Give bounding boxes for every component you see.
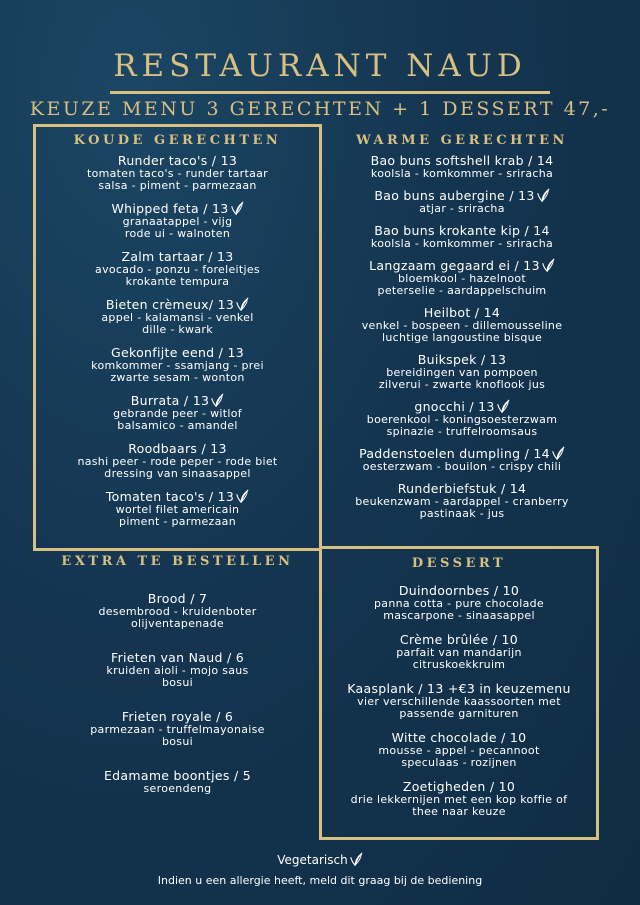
menu-item bbox=[319, 583, 599, 622]
item-description: parmezaan - truffelmayonaise bbox=[90, 723, 265, 736]
item-description: komkommer - ssamjang - prei bbox=[91, 359, 264, 372]
item-description: boerenkool - koningsoesterzwam bbox=[366, 413, 558, 426]
veg-legend-label: Vegetarisch bbox=[277, 853, 348, 867]
item-name-text: Runderbiefstuk / 14 bbox=[397, 481, 527, 496]
item-name bbox=[322, 258, 602, 273]
item-description: dressing van sinaasappel bbox=[104, 467, 251, 480]
item-description: bereidingen van pompoen bbox=[386, 366, 538, 379]
item-description: pastinaak - jus bbox=[419, 507, 505, 520]
item-name-text: Kaasplank / 13 +€3 in keuzemenu bbox=[347, 681, 571, 696]
menu-item bbox=[33, 249, 322, 288]
item-description: luchtige langoustine bisque bbox=[381, 331, 543, 344]
item-name bbox=[33, 249, 322, 264]
item-name bbox=[33, 489, 322, 504]
menu-item bbox=[319, 632, 599, 671]
warme-heading: WARME GERECHTEN bbox=[356, 133, 568, 148]
dessert-list bbox=[319, 583, 599, 818]
item-description: seroendeng bbox=[143, 782, 212, 795]
item-description: granaatappel - vijg bbox=[122, 215, 233, 228]
item-name bbox=[322, 481, 602, 496]
item-description: oesterzwam - bouilon - crispy chili bbox=[362, 460, 562, 473]
item-name bbox=[322, 399, 602, 414]
item-description: salsa - piment - parmezaan bbox=[98, 179, 257, 192]
item-name-text: Paddenstoelen dumpling / 14 bbox=[359, 446, 550, 461]
menu-item bbox=[33, 153, 322, 192]
menu-item bbox=[33, 345, 322, 384]
menu-item bbox=[33, 441, 322, 480]
item-description: zwarte sesam - wonton bbox=[110, 371, 245, 384]
menu-item bbox=[322, 399, 602, 438]
item-description: tomaten taco's - runder tartaar bbox=[86, 167, 269, 180]
menu-item bbox=[33, 709, 322, 748]
item-description: spinazie - truffelroomsaus bbox=[386, 425, 538, 438]
item-description: nashi peer - rode peper - rode biet bbox=[77, 455, 278, 468]
item-name-text: Runder taco's / 13 bbox=[117, 153, 238, 168]
item-name-text: gnocchi / 13 bbox=[414, 399, 495, 414]
item-name bbox=[322, 188, 602, 203]
item-description: peterselie - aardappelschuim bbox=[377, 284, 547, 297]
warme-list bbox=[322, 153, 602, 520]
item-name bbox=[33, 591, 322, 606]
item-description: bloemkool - hazelnoot bbox=[397, 272, 527, 285]
item-name-text: Tomaten taco's / 13 bbox=[105, 489, 235, 504]
item-description: venkel - bospeen - dillemousseline bbox=[361, 319, 563, 332]
menu-item bbox=[322, 153, 602, 180]
item-description: piment - parmezaan bbox=[119, 515, 236, 528]
item-description: thee naar keuze bbox=[412, 805, 506, 818]
menu-item bbox=[322, 188, 602, 215]
menu-item bbox=[322, 446, 602, 473]
item-description: drie lekkernijen met een kop koffie of bbox=[350, 793, 568, 806]
leaf-icon bbox=[496, 399, 510, 413]
item-name bbox=[322, 153, 602, 168]
menu-subtitle: KEUZE MENU 3 GERECHTEN + 1 DESSERT 47,- bbox=[29, 98, 611, 120]
item-description: koolsla - komkommer - sriracha bbox=[370, 237, 554, 250]
item-description: citruskoekkruim bbox=[412, 658, 506, 671]
item-description: mascarpone - sinaasappel bbox=[383, 609, 535, 622]
item-name-text: Gekonfijte eend / 13 bbox=[111, 345, 244, 360]
item-name-text: Zoetigheden / 10 bbox=[402, 779, 516, 794]
leaf-icon bbox=[230, 201, 244, 215]
item-description: avocado - ponzu - foreleitjes bbox=[95, 263, 260, 276]
leaf-icon bbox=[235, 297, 249, 311]
item-description: mousse - appel - pecannoot bbox=[378, 744, 540, 757]
item-description: atjar - sriracha bbox=[419, 202, 505, 215]
dessert-heading: DESSERT bbox=[411, 556, 507, 571]
item-name bbox=[33, 297, 322, 312]
menu-item bbox=[33, 201, 322, 240]
menu-item bbox=[319, 681, 599, 720]
extra-list bbox=[33, 591, 322, 795]
item-name-text: Buikspek / 13 bbox=[417, 352, 507, 367]
item-name-text: Bao buns krokante kip / 14 bbox=[374, 223, 550, 238]
item-description: bosui bbox=[162, 735, 193, 748]
item-name-text: Witte chocolade / 10 bbox=[391, 730, 527, 745]
item-name bbox=[33, 441, 322, 456]
item-description: kruiden aioli - mojo saus bbox=[106, 664, 249, 677]
item-description: koolsla - komkommer - sriracha bbox=[370, 167, 554, 180]
item-description: parfait van mandarijn bbox=[396, 646, 522, 659]
item-description: dille - kwark bbox=[142, 323, 213, 336]
item-description: beukenzwam - aardappel - cranberry bbox=[355, 495, 569, 508]
item-name bbox=[319, 632, 599, 647]
leaf-icon bbox=[349, 852, 363, 866]
item-name bbox=[319, 583, 599, 598]
item-description: zilverui - zwarte knoflook jus bbox=[378, 378, 546, 391]
item-description: balsamico - amandel bbox=[117, 419, 238, 432]
item-name-text: Duindoornbes / 10 bbox=[398, 583, 520, 598]
menu-item bbox=[33, 768, 322, 795]
menu-item bbox=[319, 730, 599, 769]
item-description: krokante tempura bbox=[125, 275, 230, 288]
item-name-text: Crème brûlée / 10 bbox=[399, 632, 519, 647]
koude-heading: KOUDE GERECHTEN bbox=[73, 133, 282, 148]
item-description: rode ui - walnoten bbox=[124, 227, 231, 240]
title-rule bbox=[110, 91, 550, 94]
menu-item bbox=[319, 779, 599, 818]
item-name-text: Roodbaars / 13 bbox=[128, 441, 227, 456]
item-name-text: Zalm tartaar / 13 bbox=[121, 249, 234, 264]
koude-list bbox=[33, 153, 322, 528]
leaf-icon bbox=[551, 446, 565, 460]
item-name-text: Brood / 7 bbox=[147, 591, 208, 606]
item-name bbox=[322, 446, 602, 461]
leaf-icon bbox=[235, 489, 249, 503]
item-description: wortel filet americain bbox=[115, 503, 240, 516]
item-description: olijventapenade bbox=[131, 617, 224, 630]
item-description: speculaas - rozijnen bbox=[401, 756, 517, 769]
item-description: desembrood - kruidenboter bbox=[98, 605, 257, 618]
item-name bbox=[319, 779, 599, 794]
menu-item bbox=[322, 305, 602, 344]
item-name-text: Burrata / 13 bbox=[130, 393, 210, 408]
item-name-text: Heilbot / 14 bbox=[423, 305, 501, 320]
item-name bbox=[319, 681, 599, 696]
item-name-text: Bao buns aubergine / 13 bbox=[374, 188, 535, 203]
item-name bbox=[322, 305, 602, 320]
menu-item bbox=[33, 650, 322, 689]
item-description: passende garnituren bbox=[399, 707, 519, 720]
leaf-icon bbox=[541, 258, 555, 272]
item-name-text: Frieten royale / 6 bbox=[121, 709, 234, 724]
item-description: panna cotta - pure chocolade bbox=[374, 597, 544, 610]
item-name-text: Whipped feta / 13 bbox=[111, 201, 229, 216]
item-name bbox=[33, 393, 322, 408]
menu-item bbox=[322, 223, 602, 250]
item-name bbox=[319, 730, 599, 745]
item-name bbox=[33, 650, 322, 665]
extra-heading: EXTRA TE BESTELLEN bbox=[61, 554, 294, 569]
item-name bbox=[33, 153, 322, 168]
item-description: bosui bbox=[162, 676, 193, 689]
item-name bbox=[322, 352, 602, 367]
menu-item bbox=[322, 481, 602, 520]
menu-title: RESTAURANT NAUD bbox=[113, 48, 527, 84]
menu-item bbox=[33, 489, 322, 528]
item-description: appel - kalamansi - venkel bbox=[101, 311, 254, 324]
menu-item bbox=[322, 258, 602, 297]
menu-item bbox=[322, 352, 602, 391]
item-name bbox=[33, 709, 322, 724]
menu-item bbox=[33, 297, 322, 336]
item-name-text: Edamame boontjes / 5 bbox=[103, 768, 251, 783]
veg-legend bbox=[0, 852, 640, 867]
leaf-icon bbox=[536, 188, 550, 202]
item-name bbox=[33, 345, 322, 360]
menu-item bbox=[33, 393, 322, 432]
item-name bbox=[322, 223, 602, 238]
item-name-text: Frieten van Naud / 6 bbox=[110, 650, 244, 665]
item-description: gebrande peer - witlof bbox=[113, 407, 242, 420]
item-description: vier verschillende kaassoorten met bbox=[357, 695, 561, 708]
item-name-text: Langzaam gegaard ei / 13 bbox=[369, 258, 540, 273]
item-name-text: Bieten crèmeux/ 13 bbox=[105, 297, 235, 312]
menu-item bbox=[33, 591, 322, 630]
allergy-note: Indien u een allergie heeft, meld dit graag bij de bediening bbox=[157, 874, 483, 887]
leaf-icon bbox=[210, 393, 224, 407]
item-name-text: Bao buns softshell krab / 14 bbox=[370, 153, 554, 168]
item-name bbox=[33, 768, 322, 783]
item-name bbox=[33, 201, 322, 216]
